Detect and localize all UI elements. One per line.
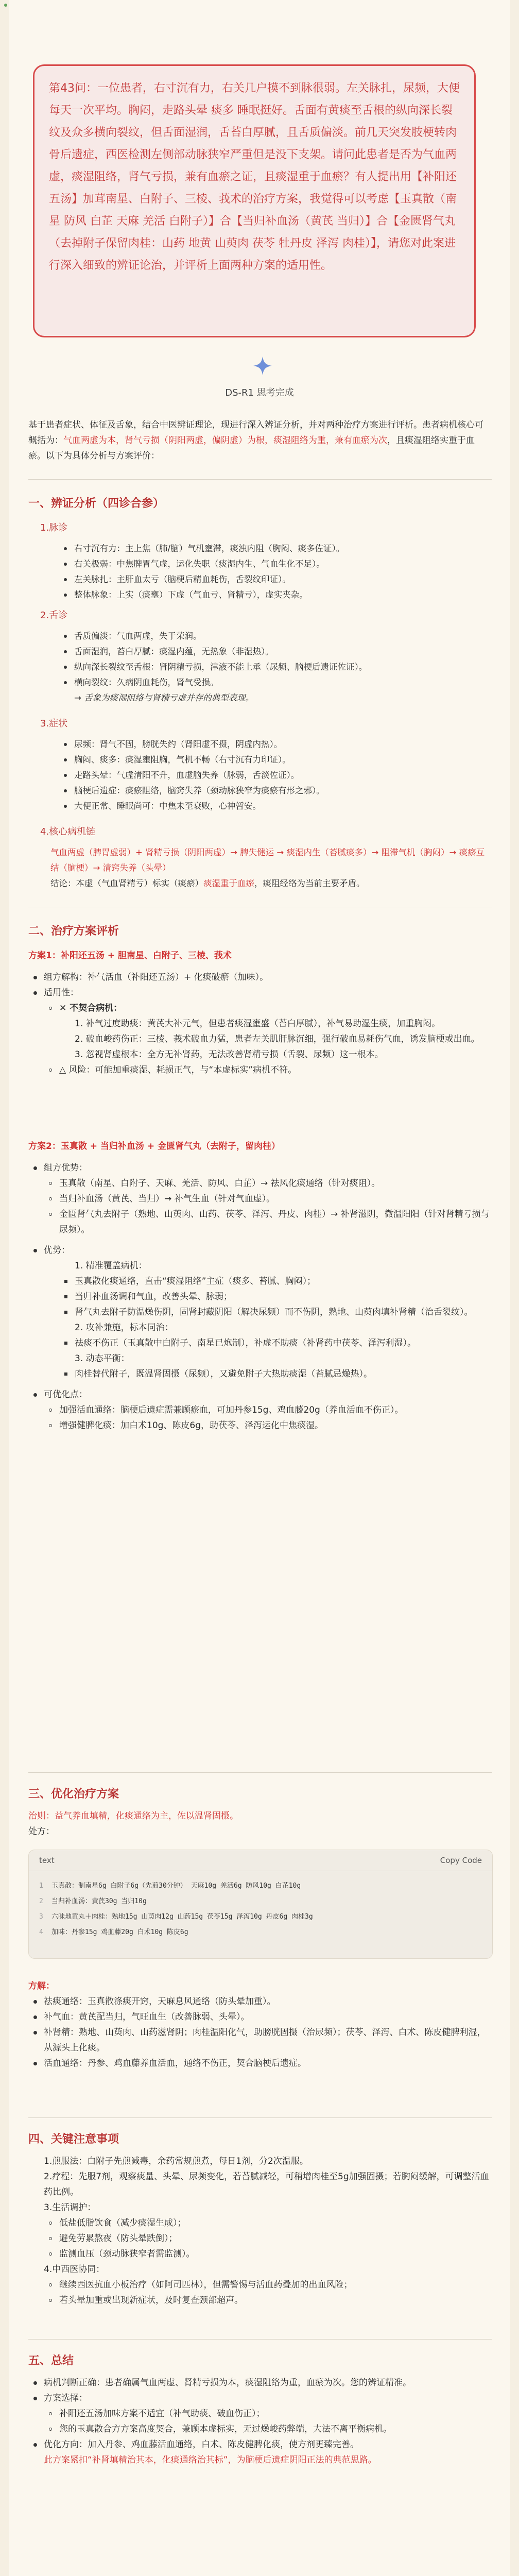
divider	[28, 2117, 492, 2118]
list-item: 当归补血汤调和气血，改善头晕、脉弱；	[59, 1289, 492, 1304]
plan-2-advantages: 优势：	[28, 1243, 492, 1258]
divider	[28, 479, 492, 480]
section-2-title: 二、治疗方案评析	[28, 925, 119, 938]
list-item: 走路头晕：气虚清阳不升，血虚脑失养（脉弱，舌淡佐证）。	[62, 768, 484, 783]
plan-1	[28, 948, 492, 1078]
user-question-card	[33, 64, 476, 337]
list-item: 2. 攻补兼施，标本同治：	[75, 1323, 174, 1333]
list-item: 病机判断正确：患者确属气血两虚、肾精亏损为本，痰湿阻络为重，血瘀为次。您的辨证精准。	[28, 2375, 492, 2391]
method-text: 治则：益气养血填精，化痰通络为主，佐以温肾固摄。	[28, 1811, 238, 1821]
conclusion-b: 痰湿重于血瘀	[203, 878, 254, 888]
plan-1-risk: △ 风险：可能加重痰湿、耗损正气，与“本虚标实”病机不符。	[44, 1062, 492, 1078]
list-item: 横向裂纹：久病阴血耗伤，肾气受损。	[62, 675, 484, 690]
list-item: 方案选择：	[28, 2391, 492, 2406]
list-item: 若头晕加重或出现新症状，及时复查颈部超声。	[44, 2293, 492, 2308]
code-language: text	[39, 1856, 55, 1865]
list-item: 整体脉象：上实（痰壅）下虚（气血亏、肾精亏），虚实夹杂。	[62, 587, 484, 603]
list-item: 胸闷、痰多：痰湿壅阻胸，气机不畅（右寸沉有力印证）。	[62, 752, 484, 768]
list-item: 2. 破血峻药伤正：三棱、莪术破血力猛，患者左关肌肝脉沉细，强行破血易耗伤气血，诱发脑梗或出血。	[75, 1034, 480, 1044]
list-item: 1. 精准覆盖病机：	[75, 1261, 147, 1271]
notes-list	[28, 2154, 492, 2308]
plan-1-title: 方案1：补阳还五汤 + 胆南星、白附子、三棱、莪术	[28, 951, 232, 961]
list-item: 左关脉扎：主肝血太亏（脑梗后精血耗伤，舌裂纹印证）。	[62, 572, 484, 587]
code-line: 加味：丹参15g 鸡血藤20g 白术10g 陈皮6g	[51, 1928, 188, 1936]
list-item: 金匮肾气丸去附子（熟地、山萸肉、山药、茯苓、泽泻、丹皮、肉桂）→ 补肾滋阴，微温阳阳（针对肾精亏损与尿频）。	[44, 1207, 492, 1238]
list-item: 大便正常、睡眠尚可：中焦未至衰败，心神暂安。	[62, 799, 484, 814]
symptom-list	[62, 737, 484, 814]
list-item: 您的玉真散合方方案高度契合，兼顾本虚标实，无过燥峻药弊端，大法不离平衡病机。	[44, 2421, 492, 2437]
plan-1-composition: 组方解构：补气活血（补阳还五汤）+ 化痰破瘀（加味）。	[28, 970, 492, 985]
question-text: 第43问：一位患者，右寸沉有力，右关几户摸不到脉很弱。左关脉扎，尿频，大便每天一次平均。胸闷，走路头晕 痰多 睡眠挺好。舌面有黄痰至舌根的纵向深长裂纹及众多横向裂纹，但舌面湿润，舌苔白厚腻，且舌质偏淡。前几天突发肢梗转肉骨后遗症，西医检测左侧部动脉狭窄严重但是没下支架。请问此患者是否为气血两虚，痰湿阻络，肾气亏损，兼有血瘀之证，且痰湿重于血瘀？有人提出用【补阳还五汤】加茸南星、白附子、三棱、莪术的治疗方案，我觉得可以考虑【玉真散（南星 防风 白芷 天麻 羌活 白附子）】合【当归补血汤（黄芪 当归）】合【金匮肾气丸（去掉附子保留肉桂：山药 地黄 山萸肉 茯苓 牡丹皮 泽泻 肉桂）】，请您对此案进行深入细致的辨证论治，并评析上面两种方案的适用性。	[49, 82, 460, 272]
plan-2-composition: 组方优势：	[28, 1160, 492, 1176]
intro-pathogenesis: 气血两虚为本，肾气亏损（阴阳两虚，偏阴虚）为根，痰湿阻络为重，兼有血瘀为次	[63, 435, 387, 446]
list-item: 补肾精：熟地、山萸肉、山药滋肾阴；肉桂温阳化气，助膀胱固摄（治尿频）；茯苓、泽泻、白术、陈皮健脾利湿，从源头上化痰。	[28, 2025, 492, 2056]
list-item: 祛痰通络：玉真散涤痰开窍，天麻息风通络（防头晕加重）。	[28, 1994, 492, 2009]
tongue-list	[62, 629, 484, 706]
list-item: 尿频：肾气不固，膀胱失约（肾阳虚不摄，阴虚内热）。	[62, 737, 484, 752]
list-item: 避免劳累熬夜（防头晕跌倒）；	[44, 2231, 492, 2246]
section-3-title: 三、优化治疗方案	[28, 1788, 119, 1801]
copy-code-button[interactable]: Copy Code	[440, 1856, 482, 1865]
status-dot-icon	[4, 4, 7, 7]
list-item: 右寸沉有力：主上焦（肺/脑）气机壅滞，痰浊内阻（胸闷、痰多佐证）。	[62, 541, 484, 556]
divider	[28, 2339, 492, 2340]
pathogenesis-title: 4.核心病机链	[40, 826, 96, 837]
list-item: 脑梗后遗症：痰瘀阻络，脑窍失养（颈动脉狭窄为痰瘀有形之邪）。	[62, 783, 484, 799]
tongue-title: 2.舌诊	[40, 610, 68, 621]
code-line: 六味地黄丸＋肉桂：熟地15g 山萸肉12g 山药15g 茯苓15g 泽泻10g 丹皮6g 肉桂3g	[51, 1913, 313, 1921]
list-item: 1. 补气过度助痰：黄芪大补元气，但患者痰湿壅盛（苔白厚腻），补气易助湿生痰，加重胸闷。	[75, 1019, 441, 1029]
list-item: 1.煎服法：白附子先煎减毒，余药常规煎煮，每日1剂，分2次温服。	[44, 2156, 308, 2166]
model-status-label: DS-R1 思考完成	[225, 387, 294, 398]
code-line: 当归补血汤：黄芪30g 当归10g	[51, 1897, 147, 1905]
list-item: 优化方向：加入丹参、鸡血藤活血通络，白术、陈皮健脾化痰，使方剂更臻完善。	[28, 2437, 492, 2452]
pathogenesis-chain	[50, 845, 488, 891]
conclusion-c: ，痰阻经络为当前主要矛盾。	[254, 878, 365, 888]
symptom-title: 3.症状	[40, 718, 68, 729]
list-item: 3.生活调护：	[44, 2202, 96, 2213]
section-1-title: 一、辨证分析（四诊合参）	[28, 497, 165, 510]
list-item: 继续西医抗血小板治疗（如阿司匹林），但需警惕与活血药叠加的出血风险；	[44, 2277, 492, 2293]
list-item: 纵向深长裂纹至舌根：肾阴精亏损，津液不能上承（尿频、脑梗后遗证佐证）。	[62, 659, 484, 675]
list-item: 肉桂替代附子，既温肾固摄（尿频），又避免附子大热助痰湿（苔腻忌燥热）。	[59, 1366, 492, 1382]
pathogenesis-chain-text: 气血两虚（脾胃虚弱）+ 肾精亏损（阴阳两虚）→ 脾失健运 → 痰湿内生（苔腻痰多）→ 阻滞气机（胸闷）→ 痰瘀互结（脑梗）→ 清窍失养（头晕）	[50, 848, 485, 873]
conclusion-a: 结论：本虚（气血肾精亏）标实（痰瘀）	[50, 878, 203, 888]
summary-list	[28, 2375, 492, 2468]
list-item: 补气血：黄芪配当归，气旺血生（改善脉弱、头晕）。	[28, 2009, 492, 2025]
formula-explanation	[28, 1978, 492, 2071]
list-item: 加强活血通络：脑梗后遗症需兼顾瘀血，可加丹参15g、鸡血藤20g（养血活血不伤正）。	[44, 1402, 492, 1418]
list-item: 玉真散化痰通络，直击“痰湿阻络”主症（痰多、苔腻、胸闷）；	[59, 1274, 492, 1289]
list-item: 右关极弱：中焦脾胃气虚，运化失职（痰湿内生、气血生化不足）。	[62, 556, 484, 572]
summary-conclusion: 此方案紧扣“补肾填精治其本，化痰通络治其标”，为脑梗后遗症阴阳正法的典范思路。	[44, 2455, 377, 2465]
recipe-label: 处方：	[28, 1826, 55, 1837]
list-item: 玉真散（南星、白附子、天麻、羌活、防风、白芷）→ 祛风化痰通络（针对痰阻）。	[44, 1176, 492, 1191]
list-item: 舌面湿润，苔白厚腻：痰湿内蕴，无热象（非湿热）。	[62, 644, 484, 659]
treatment-method	[28, 1808, 492, 1839]
list-item: 低盐低脂饮食（减少痰湿生成）；	[44, 2215, 492, 2231]
divider	[28, 1772, 492, 1773]
list-item: 增强健脾化痰：加白术10g、陈皮6g，助茯苓、泽泻运化中焦痰湿。	[44, 1418, 492, 1433]
code-block: text Copy Code 1 玉真散：制南星6g 白附子6g（先煎30分钟） 天麻10g 羌活6g 防风10g 白芷10g 2 当归补血汤：黄芪30g 当归10g 3 六味地黄丸＋肉桂：熟地15g 山萸肉12g 山药15g 茯苓15g 泽泻10g 丹皮6g 肉桂3g 4 加味：丹参15g 鸡血藤20g 白术10g 陈皮6g	[28, 1850, 493, 1959]
list-item: 3. 忽视肾虚根本：全方无补肾药，无法改善肾精亏损（舌裂、尿频）这一根本。	[75, 1049, 384, 1060]
plan-2	[28, 1139, 492, 1433]
list-item: 2.疗程：先服7剂，观察痰量、头晕、尿频变化，若苔腻减轻，可稍增肉桂至5g加强固摄；若胸闷缓解，可调整活血药比例。	[44, 2172, 489, 2197]
plan-2-title: 方案2：玉真散 + 当归补血汤 + 金匮肾气丸（去附子，留肉桂）	[28, 1141, 280, 1151]
list-item: 当归补血汤（黄芪、当归）→ 补气生血（针对气血虚）。	[44, 1191, 492, 1207]
list-item: 舌质偏淡：气血两虚，失于荣润。	[62, 629, 484, 644]
intro-text-2: ，且痰湿阻络实重于血瘀。以下为具体分析与方案评价：	[28, 435, 475, 461]
section-5-title: 五、总结	[28, 2354, 74, 2367]
explain-label: 方解：	[28, 1981, 55, 1991]
list-item: 活血通络：丹参、鸡血藤养血活血，通络不伤正，契合脑梗后遗症。	[28, 2056, 492, 2071]
section-4-title: 四、关键注意事项	[28, 2133, 119, 2146]
plan-2-optimize: 可优化点：	[28, 1387, 492, 1402]
plan-1-fit: 适用性：	[28, 985, 492, 1001]
list-item: 4.中西医协同：	[44, 2264, 105, 2275]
list-item: 祛痰不伤正（玉真散中白附子、南星已炮制），补虚不助痰（补肾药中茯苓、泽泻利湿）。	[59, 1335, 492, 1351]
sparkle-icon	[252, 355, 273, 376]
list-item: 3. 动态平衡：	[75, 1353, 130, 1364]
pulse-title: 1.脉诊	[40, 522, 68, 533]
intro-text-1: 基于患者症状、体征及舌象，结合中医辨证理论，现进行深入辨证分析，并对两种治疗方案进行评析。患者病机核心可概括为：	[28, 420, 483, 446]
list-item: 补阳还五汤加味方案不适宜（补气助痰、破血伤正）；	[44, 2406, 492, 2421]
tongue-conclusion: → 舌象为痰湿阻络与肾精亏虚并存的典型表现。	[74, 693, 254, 703]
code-line: 玉真散：制南星6g 白附子6g（先煎30分钟） 天麻10g 羌活6g 防风10g 白芷10g	[51, 1882, 301, 1890]
plan-1-mismatch: ✕ 不契合病机：	[44, 1001, 492, 1016]
intro-paragraph	[28, 417, 492, 464]
list-item: 肾气丸去附子防温燥伤阴，固肾封藏阴阳（解决尿频）而不伤阴，熟地、山萸肉填补肾精（治舌裂纹）。	[59, 1304, 492, 1320]
pulse-list	[62, 541, 484, 603]
list-item: 监测血压（颈动脉狭窄者需监测）。	[44, 2246, 492, 2262]
